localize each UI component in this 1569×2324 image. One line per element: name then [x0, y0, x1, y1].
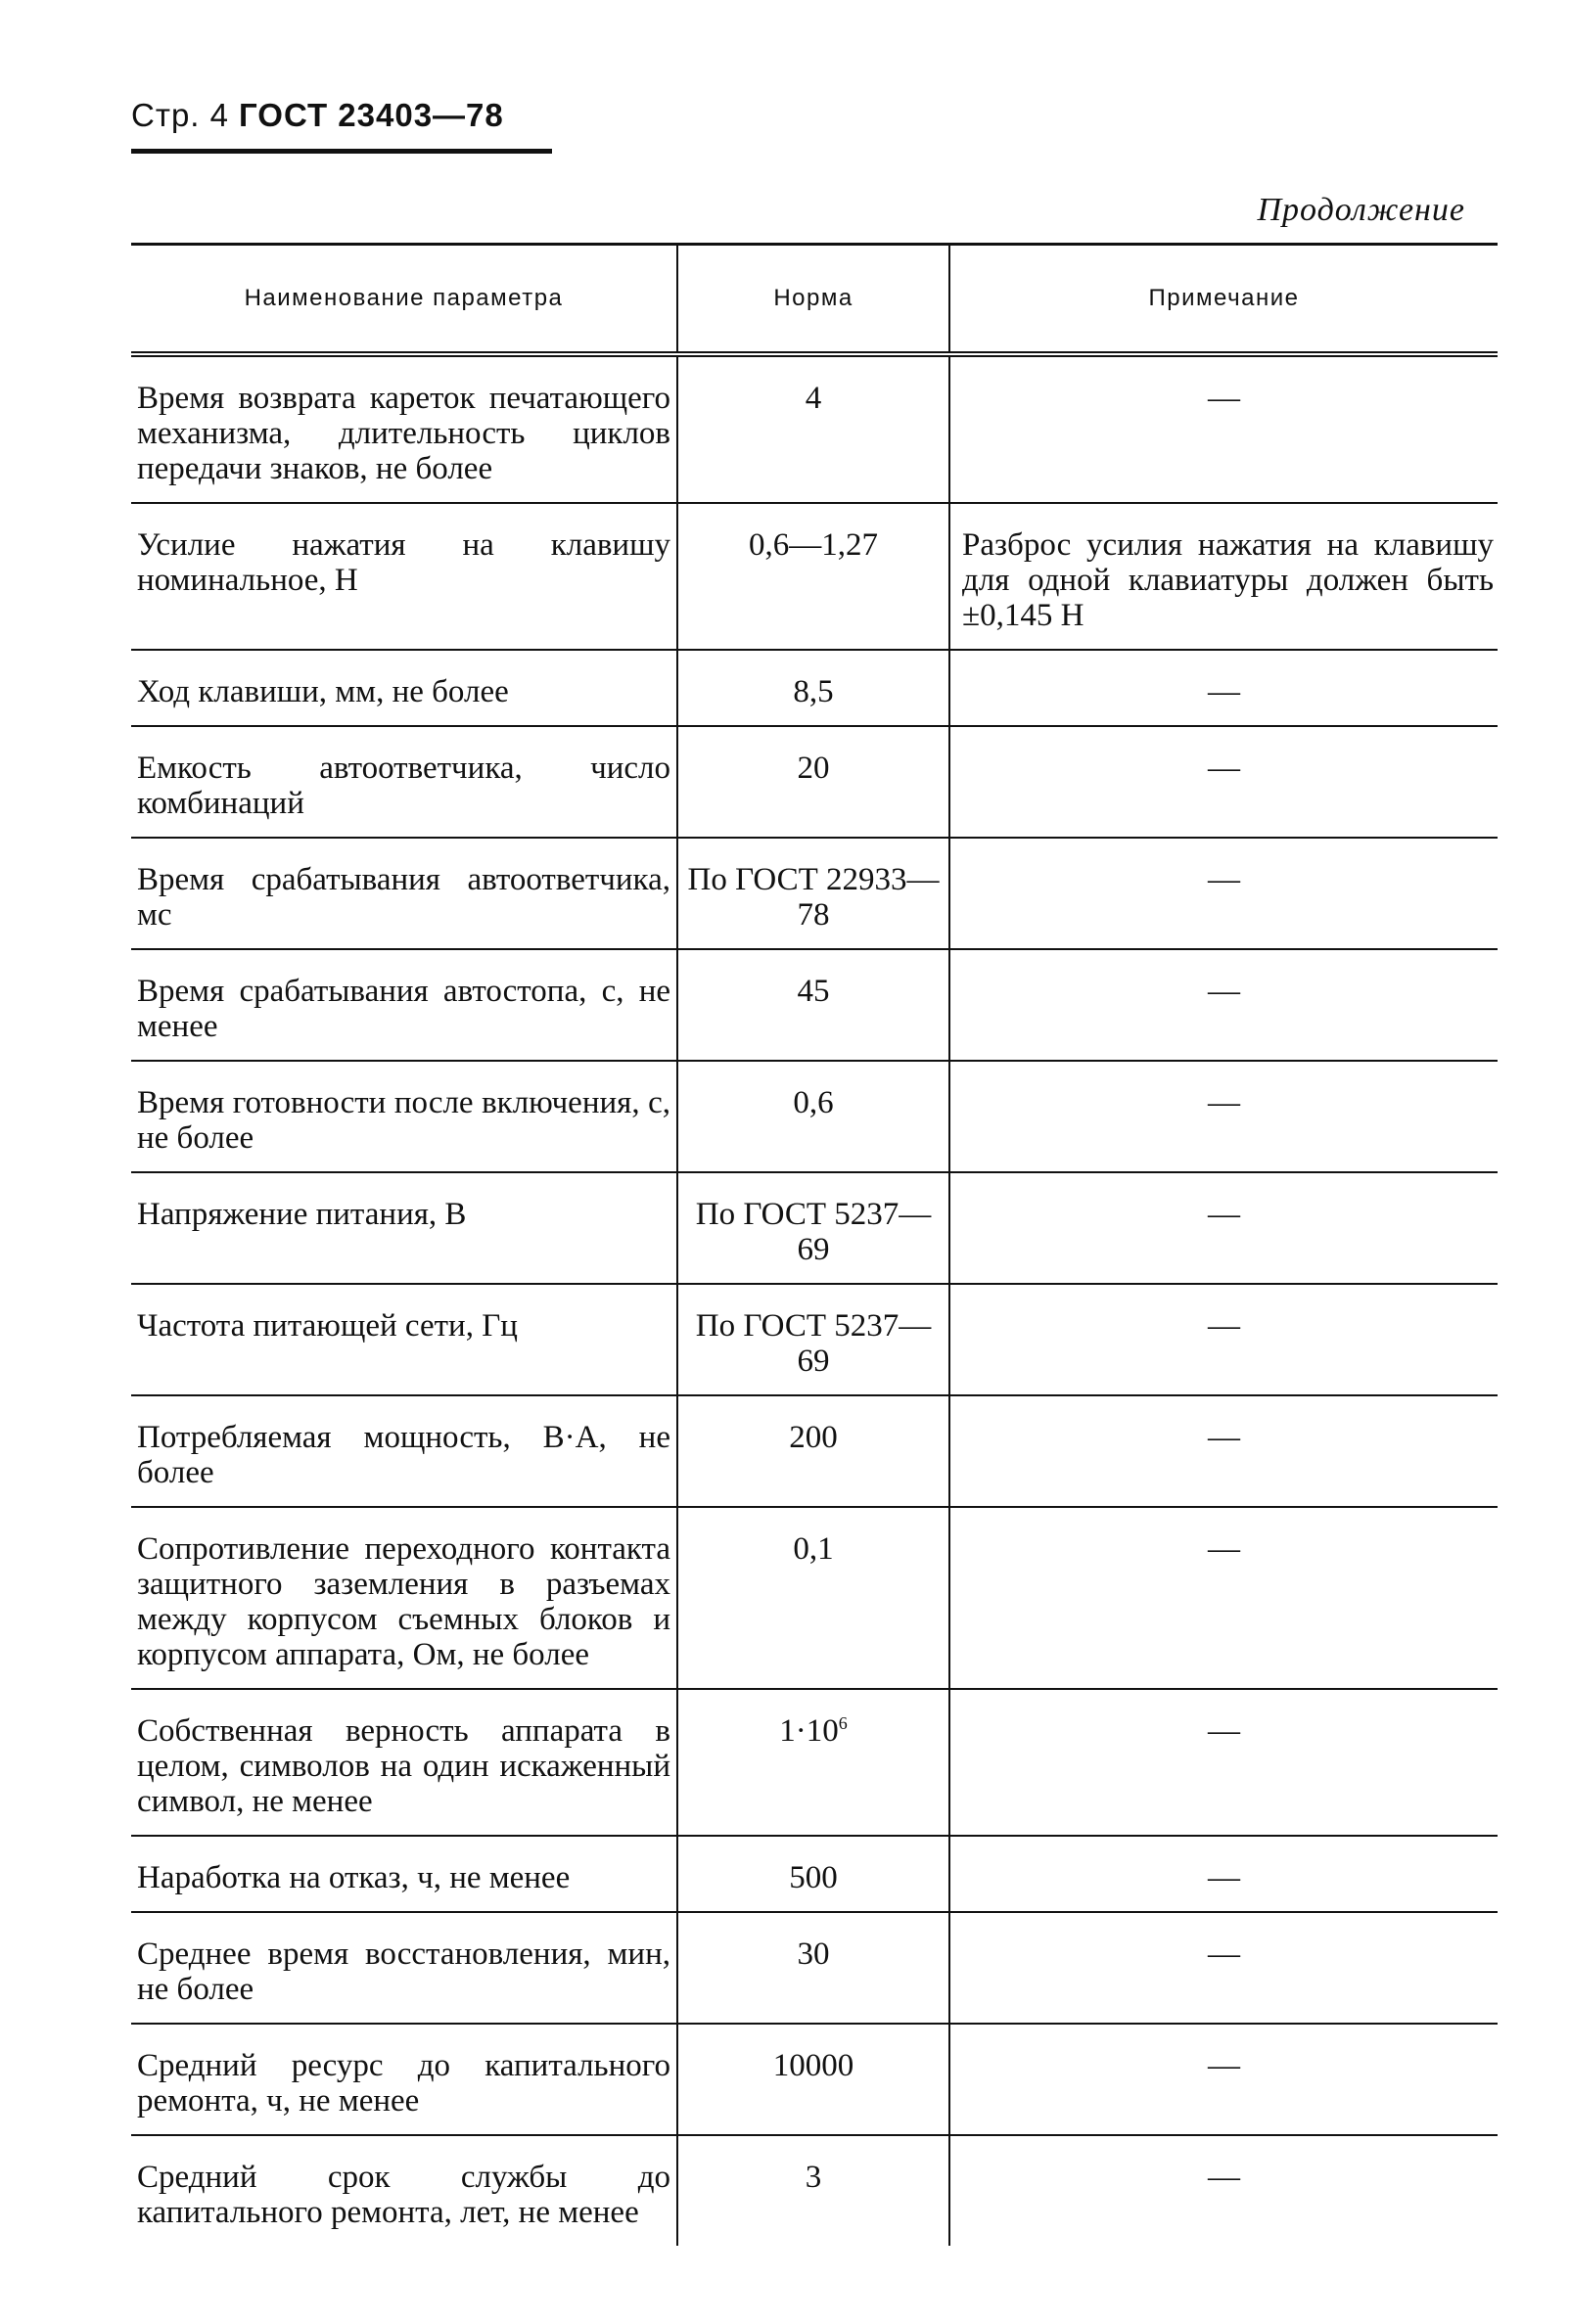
norm-value [677, 1689, 949, 1836]
parameter-name: Емкость автоответчика, число комбинаций [131, 726, 677, 838]
table-row [131, 1284, 1498, 1395]
parameter-name: Сопротивление переходного контакта защитного заземления в разъемах между корпусом съемных блоков и корпусом аппарата, Ом, не более [131, 1507, 677, 1689]
note-value: — [949, 949, 1498, 1061]
parameter-name: Напряжение питания, В [131, 1172, 677, 1284]
parameter-name: Время срабатывания автоответчика, мс [131, 838, 677, 949]
continuation-label: Продолжение [1257, 192, 1465, 228]
note-value: — [949, 650, 1498, 726]
note-value: — [949, 1689, 1498, 1836]
norm-value: 3 [677, 2135, 949, 2246]
parameter-name: Средний срок службы до капитального ремонта, лет, не менее [137, 2159, 670, 2230]
norm-base: 1·10 [779, 1712, 839, 1749]
parameter-name: Время срабатывания автостопа, с, не менее [131, 949, 677, 1061]
table-row [131, 1507, 1498, 1689]
table-row [131, 838, 1498, 949]
note-value: — [949, 2135, 1498, 2246]
parameter-name: Частота питающей сети, Гц [131, 1284, 677, 1395]
table-row [131, 2135, 1498, 2246]
norm-value: 10000 [677, 2024, 949, 2135]
header-text [131, 94, 504, 137]
norm-exponent: 6 [838, 1712, 848, 1733]
norm-value: 200 [677, 1395, 949, 1507]
table-row [131, 1689, 1498, 1836]
note-value: — [949, 1061, 1498, 1172]
norm-value: 30 [677, 1912, 949, 2024]
norm-value: По ГОСТ 22933—78 [677, 838, 949, 949]
norm-value: 8,5 [677, 650, 949, 726]
page-header [131, 94, 552, 153]
note-value: — [949, 354, 1498, 503]
table-row [131, 650, 1498, 726]
note-value: — [949, 1836, 1498, 1912]
note-value: — [949, 1912, 1498, 2024]
note-value: — [949, 726, 1498, 838]
page-number: Стр. 4 [131, 97, 229, 133]
note-value: — [949, 1284, 1498, 1395]
note-value: — [949, 1395, 1498, 1507]
table-row [131, 726, 1498, 838]
note-value: Разброс усилия нажатия на клавишу для одной клавиатуры должен быть ±0,145 Н [949, 503, 1498, 650]
table-row [131, 1395, 1498, 1507]
norm-value: 45 [677, 949, 949, 1061]
norm-value: 4 [677, 354, 949, 503]
parameter-name: Время готовности после включения, с, не более [131, 1061, 677, 1172]
table-row [131, 2024, 1498, 2135]
norm-value: 0,6 [677, 1061, 949, 1172]
column-header-parameter: Наименование параметра [131, 245, 677, 354]
parameter-name: Усилие нажатия на клавишу номинальное, Н [131, 503, 677, 650]
norm-value: По ГОСТ 5237—69 [677, 1172, 949, 1284]
note-value: — [949, 1172, 1498, 1284]
column-header-norm: Норма [677, 245, 949, 354]
note-value: — [949, 838, 1498, 949]
note-value: — [949, 2024, 1498, 2135]
parameter-name: Ход клавиши, мм, не более [131, 650, 677, 726]
table-row [131, 354, 1498, 503]
norm-value: 500 [677, 1836, 949, 1912]
norm-value: По ГОСТ 5237—69 [677, 1284, 949, 1395]
table-row [131, 1061, 1498, 1172]
norm-value: 20 [677, 726, 949, 838]
parameter-name: Среднее время восстановления, мин, не более [131, 1912, 677, 2024]
norm-value: 0,6—1,27 [677, 503, 949, 650]
table-row [131, 1912, 1498, 2024]
parameters-table [131, 243, 1498, 2246]
norm-value: 0,1 [677, 1507, 949, 1689]
table-row [131, 949, 1498, 1061]
parameter-name: Потребляемая мощность, В·А, не более [131, 1395, 677, 1507]
parameter-name: Собственная верность аппарата в целом, символов на один искаженный символ, не менее [131, 1689, 677, 1836]
parameter-name: Наработка на отказ, ч, не менее [131, 1836, 677, 1912]
note-value: — [949, 1507, 1498, 1689]
table-row [131, 1836, 1498, 1912]
parameter-name: Время возврата кареток печатающего механизма, длительность циклов передачи знаков, не более [131, 354, 677, 503]
header-rule [131, 149, 552, 154]
table-row [131, 503, 1498, 650]
column-header-note: Примечание [949, 245, 1498, 354]
table-header-row [131, 245, 1498, 354]
table-row [131, 1172, 1498, 1284]
standard-number: ГОСТ 23403—78 [239, 97, 504, 133]
parameter-name: Средний ресурс до капитального ремонта, ч, не менее [131, 2024, 677, 2135]
